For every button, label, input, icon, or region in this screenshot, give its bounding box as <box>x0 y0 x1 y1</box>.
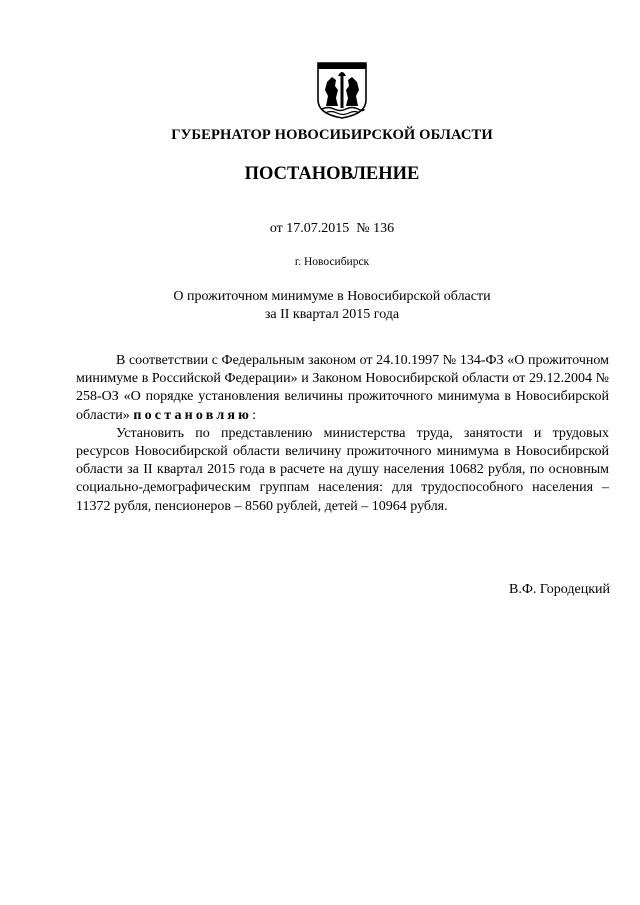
document-type-title: ПОСТАНОВЛЕНИЕ <box>244 164 420 184</box>
signatory-name: В.Ф. Городецкий <box>509 582 610 597</box>
subject-line-1: О прожиточном минимуме в Новосибирской области <box>173 289 491 304</box>
preamble-end: : <box>252 407 256 423</box>
number-sign: № <box>356 221 370 236</box>
city-of-issue: г. Новосибирск <box>294 256 370 268</box>
document-body <box>76 352 609 516</box>
resolution-keyword: постановляю <box>133 407 253 423</box>
coat-of-arms-icon <box>314 60 370 120</box>
date-number-line <box>24 221 640 237</box>
preamble-text: В соответствии с Федеральным законом от 24.10.1997 № 134-ФЗ «О прожиточном минимуме в Российской Федерации» и Законом Новосибирской области от 29.12.2004 № 258-ОЗ «О порядке установления величины прожиточного минимума в Новосибирской области» <box>76 353 609 423</box>
preamble-paragraph <box>76 352 609 425</box>
document-date: 17.07.2015 <box>286 221 350 236</box>
issuing-authority: ГУБЕРНАТОР НОВОСИБИРСКОЙ ОБЛАСТИ <box>171 127 493 143</box>
document-number: 136 <box>373 221 395 236</box>
subject-line-2: за II квартал 2015 года <box>264 307 400 322</box>
document-subject <box>24 288 640 324</box>
resolution-paragraph: Установить по представлению министерства труда, занятости и трудовых ресурсов Новосибирской области величину прожиточного минимума в Новосибирской области за II квартал 2015 года в расчете на душу населения 10682 рубля, по основным социально-демографическим группам населения: для трудоспособного населения – 11372 рубля, пенсионеров – 8560 рублей, детей – 10964 рубля. <box>76 425 609 514</box>
date-prefix: от <box>269 221 283 236</box>
